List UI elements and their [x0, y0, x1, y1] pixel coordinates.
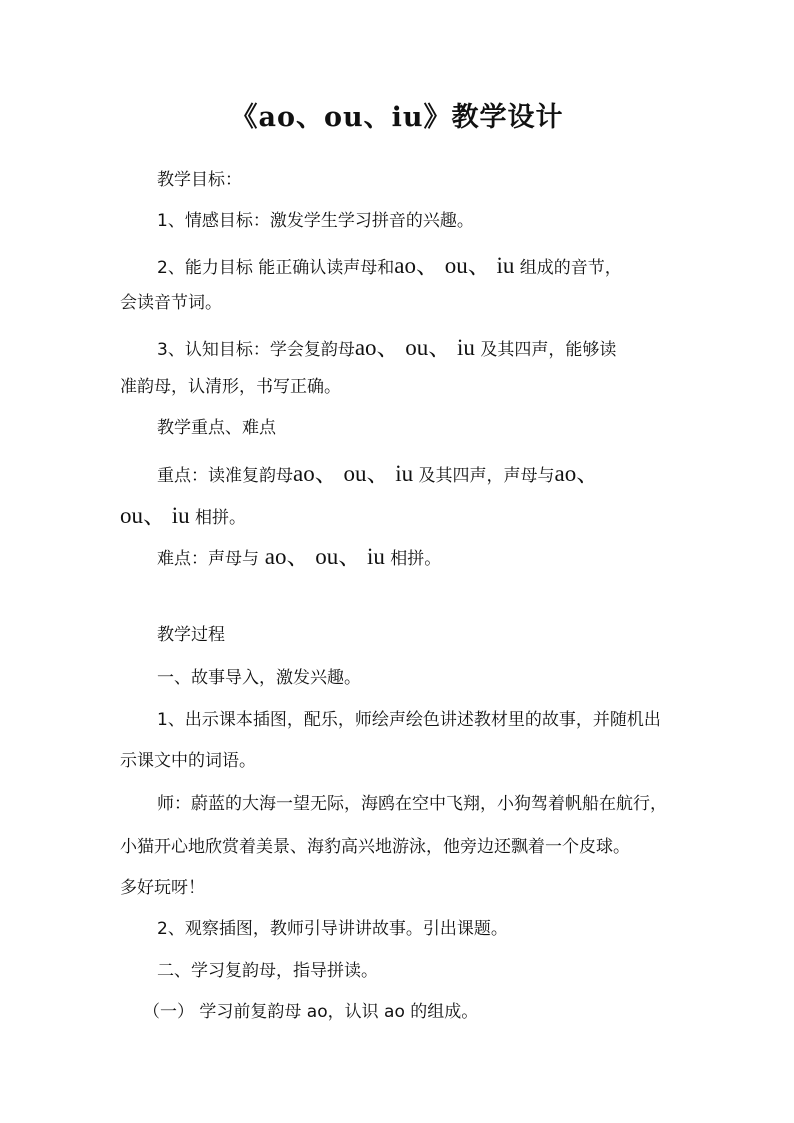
document-title: 《ao、ou、iu》教学设计: [230, 102, 564, 133]
pinyin-ao: ao、: [354, 335, 400, 360]
goal-2-continued: 会读音节词。: [120, 293, 222, 313]
step-1-heading: 一、故事导入，激发兴趣。: [157, 668, 361, 688]
pinyin-ou: ou、: [309, 544, 362, 569]
teacher-line-end: 多好玩呀！: [120, 878, 205, 898]
goal-3-prefix: 3、认知目标：学会复韵母: [157, 340, 355, 360]
pinyin-ao: ao、: [394, 253, 439, 278]
key-point: [157, 460, 599, 490]
pinyin-ao: ao、: [554, 461, 600, 486]
goal-3: [157, 334, 616, 364]
pinyin-ao: ao、: [293, 461, 338, 486]
goals-heading: 教学目标：: [157, 170, 242, 190]
key-suffix: 相拼。: [189, 508, 247, 528]
goal-1: 1、情感目标：激发学生学习拼音的兴趣。: [157, 211, 474, 231]
pinyin-ou: ou、: [120, 503, 166, 528]
step-2-heading: 二、学习复韵母，指导拼读。: [157, 961, 378, 981]
step-2-1: （一） 学习前复韵母 ao，认识 ao 的组成。: [143, 1002, 479, 1022]
difficult-suffix: 相拼。: [384, 549, 442, 569]
pinyin-iu: iu: [166, 503, 190, 528]
pinyin-iu: iu: [361, 544, 385, 569]
difficult-point: [157, 543, 441, 573]
pinyin-iu: iu: [490, 253, 515, 278]
step-1-1-continued: 示课文中的词语。: [120, 751, 256, 771]
process-heading: 教学过程: [157, 625, 225, 645]
pinyin-ou: ou、: [438, 253, 491, 278]
pinyin-iu: iu: [451, 335, 475, 360]
goal-2-prefix: 2、能力目标 能正确认读声母和: [157, 258, 395, 278]
goal-3-continued: 准韵母，认清形，书写正确。: [120, 377, 341, 397]
goal-3-suffix: 及其四声，能够读: [474, 340, 617, 360]
pinyin-ou: ou、: [337, 461, 390, 486]
pinyin-ou: ou、: [399, 335, 452, 360]
teacher-line: 师：蔚蓝的大海一望无际，海鸥在空中飞翔，小狗驾着帆船在航行，: [157, 794, 667, 814]
step-1-1: 1、出示课本插图，配乐，师绘声绘色讲述教材里的故事，并随机出: [157, 710, 661, 730]
keypoints-heading: 教学重点、难点: [157, 418, 276, 438]
key-prefix: 重点：读准复韵母: [157, 466, 293, 486]
difficult-prefix: 难点：声母与: [157, 549, 259, 569]
goal-2-suffix: 组成的音节，: [514, 258, 622, 278]
step-1-2: 2、观察插图，教师引导讲讲故事。引出课题。: [157, 919, 508, 939]
goal-2: [157, 252, 622, 282]
key-mid: 及其四声，声母与: [413, 466, 555, 486]
pinyin-iu: iu: [389, 461, 414, 486]
pinyin-ao: ao、: [259, 544, 310, 569]
teacher-line-continued: 小猫开心地欣赏着美景、海豹高兴地游泳，他旁边还飘着一个皮球。: [120, 837, 630, 857]
key-point-continued: [120, 502, 246, 532]
